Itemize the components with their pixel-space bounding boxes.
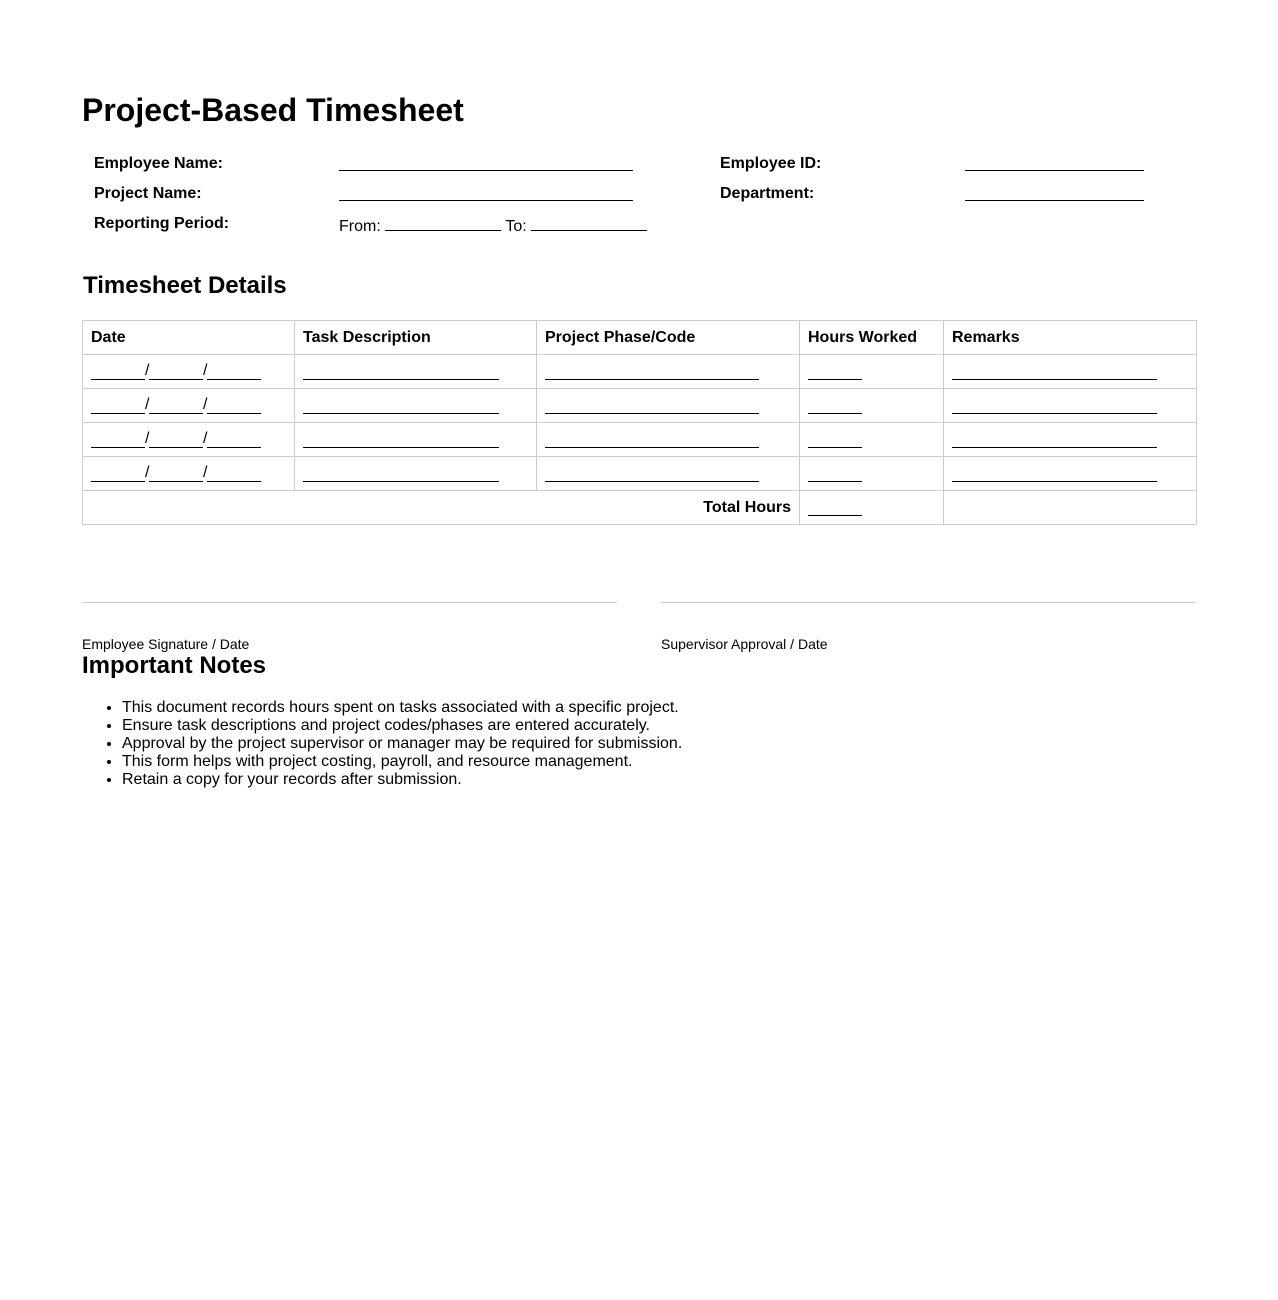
info-row-name <box>82 152 1196 182</box>
hours-worked-cell[interactable] <box>800 423 944 457</box>
task-description-cell[interactable] <box>295 355 537 389</box>
column-header-task-description: Task Description <box>295 321 537 355</box>
list-item: • This document records hours spent on tasks associated with a specific project. <box>122 699 682 717</box>
employee-signature-line[interactable] <box>82 602 617 603</box>
employee-signature-block <box>82 602 617 653</box>
important-notes-heading: Important Notes <box>82 652 267 679</box>
table-header-row <box>83 321 1197 355</box>
project-phase-cell[interactable] <box>537 423 800 457</box>
task-description-cell[interactable] <box>295 389 537 423</box>
total-row <box>83 491 1197 525</box>
date-cell[interactable]: / / <box>83 423 295 457</box>
to-date-field[interactable] <box>531 212 647 231</box>
project-name-label: Project Name: <box>94 185 202 202</box>
table-row <box>83 457 1197 491</box>
date-cell[interactable]: / / <box>83 457 295 491</box>
hours-worked-cell[interactable] <box>800 355 944 389</box>
table-row <box>83 389 1197 423</box>
hours-worked-cell[interactable] <box>800 457 944 491</box>
page-title: Project-Based Timesheet <box>82 92 464 128</box>
employee-id-label: Employee ID: <box>720 155 822 172</box>
list-item: • Retain a copy for your records after submission. <box>122 771 682 789</box>
date-cell[interactable]: / / <box>83 389 295 423</box>
remarks-cell[interactable] <box>944 457 1197 491</box>
table-row <box>83 355 1197 389</box>
list-item: • Ensure task descriptions and project codes/phases are entered accurately. <box>122 717 682 735</box>
total-hours-label: Total Hours <box>83 491 800 525</box>
column-header-remarks: Remarks <box>944 321 1197 355</box>
employee-name-field[interactable] <box>339 152 633 179</box>
date-cell[interactable]: / / <box>83 355 295 389</box>
remarks-cell[interactable] <box>944 355 1197 389</box>
project-phase-cell[interactable] <box>537 389 800 423</box>
supervisor-approval-caption: Supervisor Approval / Date <box>661 636 828 652</box>
reporting-period-label: Reporting Period: <box>94 215 230 232</box>
task-description-cell[interactable] <box>295 423 537 457</box>
hours-worked-cell[interactable] <box>800 389 944 423</box>
timesheet-details-heading: Timesheet Details <box>83 272 287 299</box>
project-phase-cell[interactable] <box>537 457 800 491</box>
department-label: Department: <box>720 185 815 202</box>
column-header-date: Date <box>83 321 295 355</box>
supervisor-approval-block <box>661 602 1196 653</box>
employee-name-label: Employee Name: <box>94 155 223 172</box>
from-date-field[interactable] <box>385 212 501 231</box>
to-label: To: <box>505 218 527 235</box>
department-field[interactable] <box>965 182 1144 209</box>
project-name-field[interactable] <box>339 182 633 209</box>
timesheet-table <box>82 320 1197 525</box>
list-item: • Approval by the project supervisor or manager may be required for submission. <box>122 735 682 753</box>
employee-id-field[interactable] <box>965 152 1144 179</box>
employee-signature-caption: Employee Signature / Date <box>82 636 250 652</box>
column-header-hours-worked: Hours Worked <box>800 321 944 355</box>
total-remarks-cell <box>944 491 1197 525</box>
employee-info-section <box>82 152 1196 242</box>
info-row-period <box>82 212 1196 242</box>
table-row <box>83 423 1197 457</box>
list-item: • This form helps with project costing, payroll, and resource management. <box>122 753 682 771</box>
total-hours-cell[interactable] <box>800 491 944 525</box>
project-phase-cell[interactable] <box>537 355 800 389</box>
reporting-period-fields <box>339 212 647 239</box>
notes-list <box>82 699 682 789</box>
info-row-project <box>82 182 1196 212</box>
task-description-cell[interactable] <box>295 457 537 491</box>
remarks-cell[interactable] <box>944 423 1197 457</box>
column-header-project-phase-code: Project Phase/Code <box>537 321 800 355</box>
supervisor-signature-line[interactable] <box>661 602 1196 603</box>
remarks-cell[interactable] <box>944 389 1197 423</box>
from-label: From: <box>339 218 381 235</box>
